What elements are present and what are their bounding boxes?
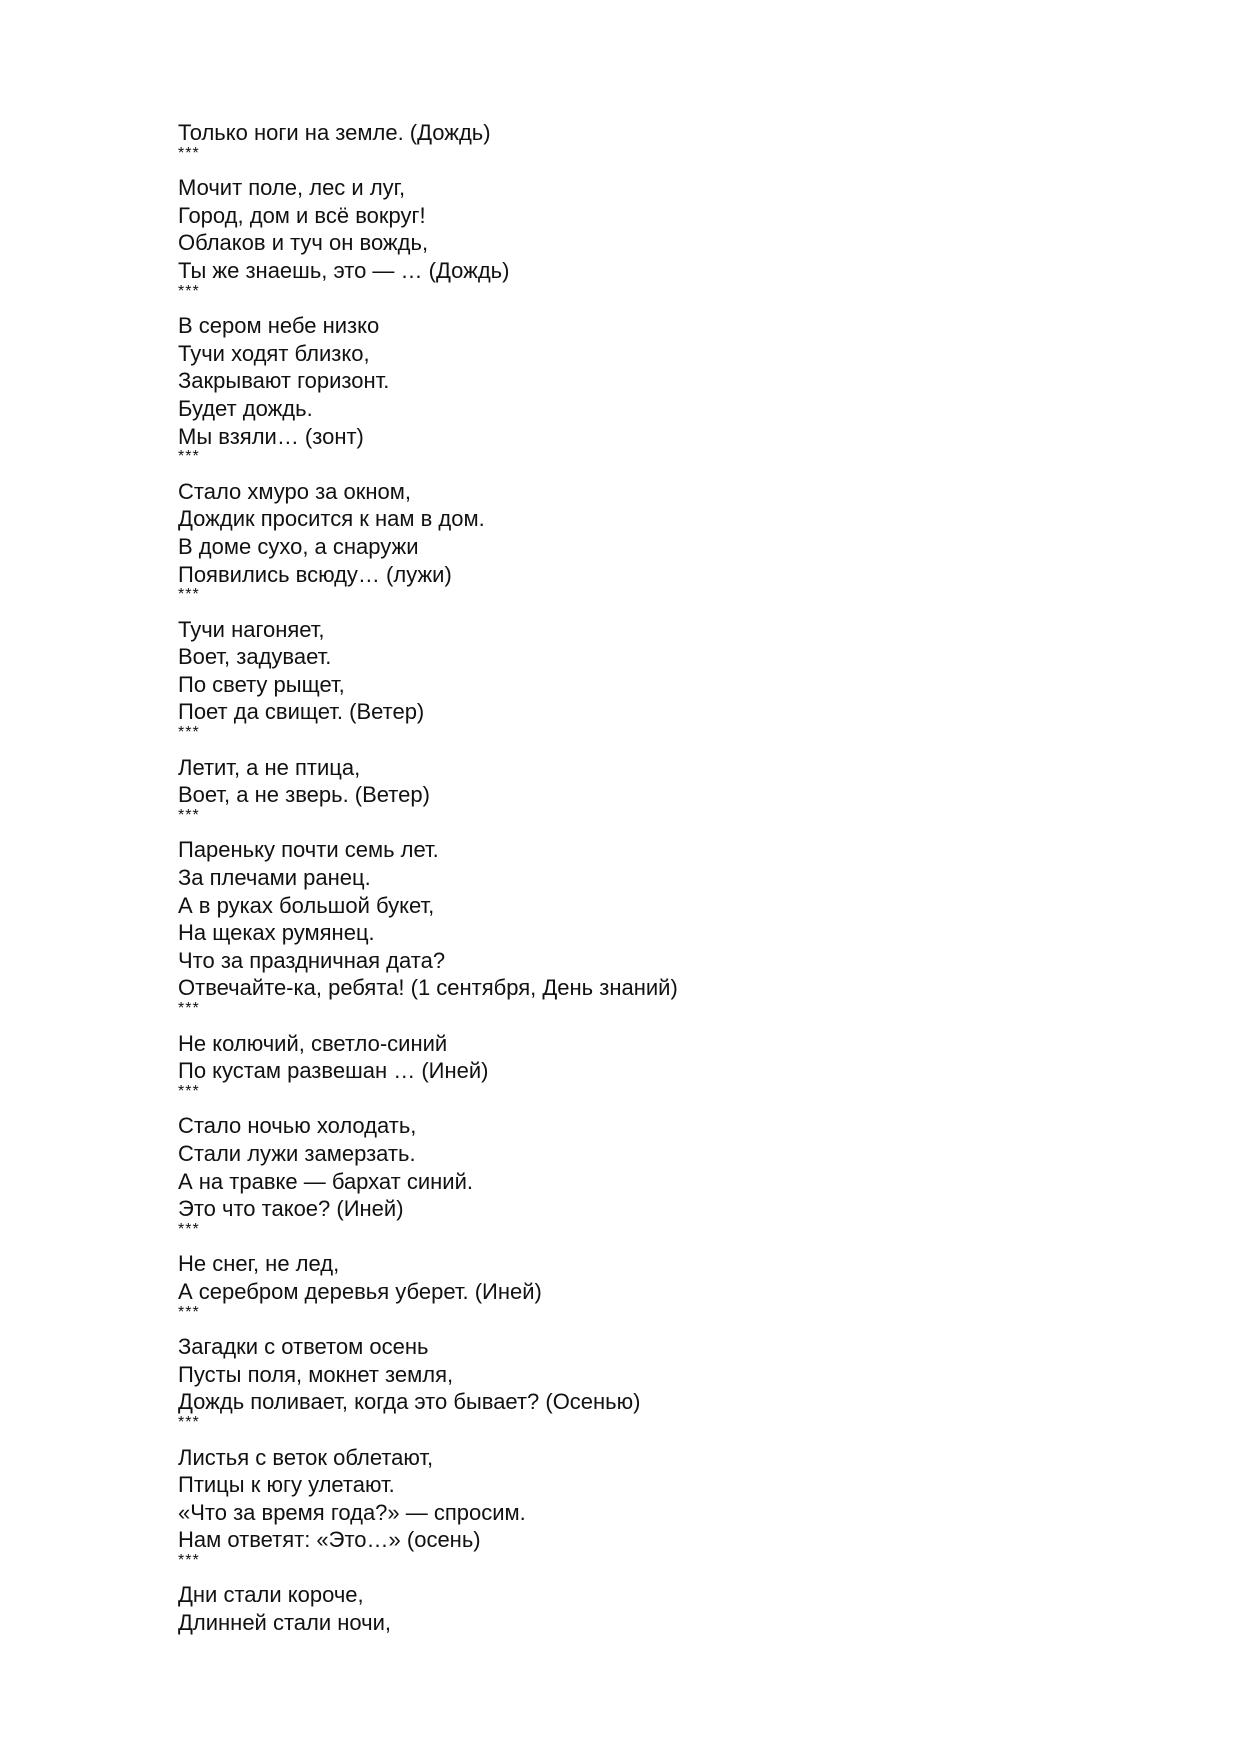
text-line: Тучи ходят близко, xyxy=(178,340,370,366)
text-line: Это что такое? (Иней) xyxy=(178,1196,404,1222)
separator-stars: *** xyxy=(178,806,200,824)
text-line: Тучи нагоняет, xyxy=(178,616,325,642)
separator-stars: *** xyxy=(178,1220,200,1238)
text-line: Облаков и туч он вождь, xyxy=(178,230,429,256)
text-line: Не снег, не лед, xyxy=(178,1251,340,1277)
text-line: Дни стали короче, xyxy=(178,1582,364,1608)
text-line: Город, дом и всё вокруг! xyxy=(178,202,426,228)
text-line: Воет, а не зверь. (Ветер) xyxy=(178,782,430,808)
text-line: «Что за время года?» — спросим. xyxy=(178,1499,526,1525)
text-line: Загадки с ответом осень xyxy=(178,1334,429,1360)
text-line: А на травке — бархат синий. xyxy=(178,1168,473,1194)
separator-stars: *** xyxy=(178,1000,200,1017)
separator-stars: *** xyxy=(178,1551,200,1569)
text-line: Нам ответят: «Это…» (осень) xyxy=(178,1527,481,1553)
separator-stars: *** xyxy=(178,282,200,300)
text-line: Мы взяли… (зонт) xyxy=(178,423,364,449)
text-line: Не колючий, светло-синий xyxy=(178,1030,448,1056)
text-line: Стало хмуро за окном, xyxy=(178,478,412,504)
separator-stars: *** xyxy=(178,144,200,162)
text-line: Закрывают горизонт. xyxy=(178,368,390,394)
separator-stars: *** xyxy=(178,1303,200,1321)
separator-stars: *** xyxy=(178,1082,200,1100)
text-line: Мочит поле, лес и луг, xyxy=(178,175,406,201)
text-line: Поет да свищет. (Ветер) xyxy=(178,699,425,725)
text-line: Дождик просится к нам в дом. xyxy=(178,506,485,532)
text-line: Появились всюду… (лужи) xyxy=(178,561,452,587)
text-line: Листья с веток облетают, xyxy=(178,1444,434,1470)
text-line: Отвечайте-ка, ребята! (1 сентября, День знаний) xyxy=(178,975,678,1001)
text-line: Птицы к югу улетают. xyxy=(178,1472,395,1498)
text-line: Стало ночью холодать, xyxy=(178,1113,417,1139)
text-line: А серебром деревья уберет. (Иней) xyxy=(178,1278,542,1304)
text-line: Что за праздничная дата? xyxy=(178,947,446,973)
text-line: Пареньку почти семь лет. xyxy=(178,837,439,863)
text-line: Стали лужи замерзать. xyxy=(178,1140,416,1166)
separator-stars: *** xyxy=(178,448,200,466)
text-line: А в руках большой букет, xyxy=(178,892,435,918)
text-line: За плечами ранец. xyxy=(178,865,371,891)
text-line: По кустам развешан … (Иней) xyxy=(178,1058,489,1084)
text-line: Воет, задувает. xyxy=(178,644,332,670)
separator-stars: *** xyxy=(178,724,200,742)
text-line: Только ноги на земле. (Дождь) xyxy=(178,120,491,145)
text-line: В доме сухо, а снаружи xyxy=(178,533,419,559)
text-line: Летит, а не птица, xyxy=(178,754,361,780)
separator-stars: *** xyxy=(178,586,200,604)
text-line: По свету рыщет, xyxy=(178,671,345,697)
separator-stars: *** xyxy=(178,1413,200,1431)
riddle-text xyxy=(178,119,1178,1637)
text-line: Длинней стали ночи, xyxy=(178,1610,392,1636)
text-line: В сером небе низко xyxy=(178,313,380,339)
text-line: Дождь поливает, когда это бывает? (Осенью) xyxy=(178,1389,641,1415)
text-line: Ты же знаешь, это — … (Дождь) xyxy=(178,257,510,283)
text-line: Будет дождь. xyxy=(178,395,313,421)
text-line: На щеках румянец. xyxy=(178,920,375,946)
text-line: Пусты поля, мокнет земля, xyxy=(178,1361,454,1387)
